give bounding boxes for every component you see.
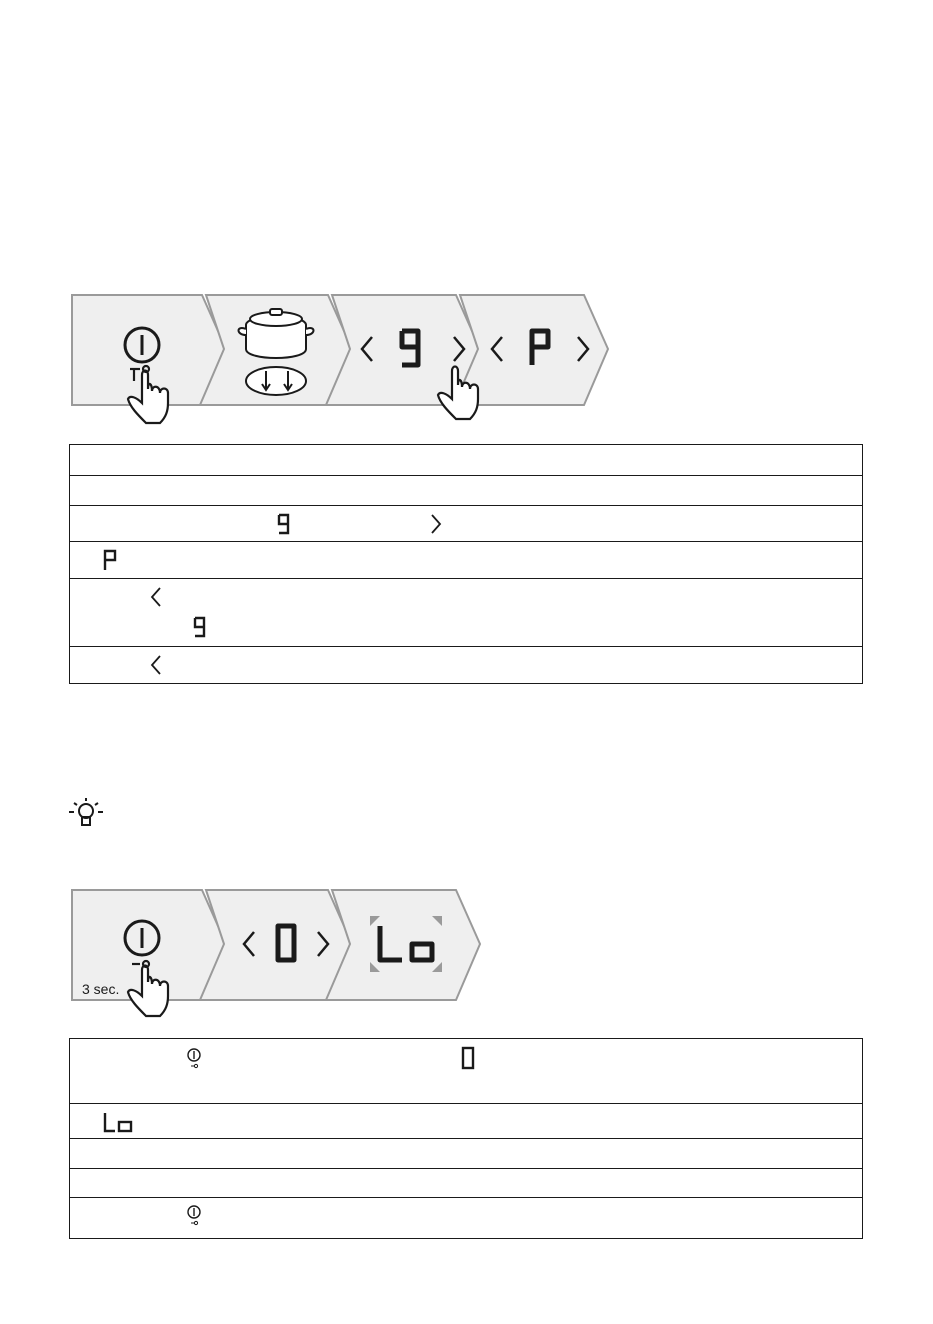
table-row — [70, 541, 862, 578]
pot-on-zone-icon — [239, 309, 314, 395]
chevron-left-icon — [148, 585, 164, 609]
table-row — [70, 578, 862, 646]
steps-table-2 — [69, 1038, 863, 1239]
table-row — [70, 1168, 862, 1197]
steps-table-1 — [69, 444, 863, 684]
power-icon — [186, 1047, 202, 1069]
seven-seg-lo — [102, 1110, 134, 1134]
strip2-panel-lo — [326, 890, 480, 1000]
table-row — [70, 1197, 862, 1237]
hold-duration-label: 3 sec. — [82, 981, 120, 997]
table-row — [70, 1138, 862, 1168]
seven-seg-digit-9 — [192, 615, 208, 639]
lightbulb-icon — [66, 796, 106, 832]
instruction-strip-2 — [60, 880, 500, 1030]
seven-seg-letter-p — [102, 548, 118, 572]
instruction-strip-1 — [60, 285, 620, 435]
table-row — [70, 505, 862, 541]
seven-seg-digit-9 — [276, 512, 292, 536]
table-row — [70, 475, 862, 505]
table-row — [70, 1039, 862, 1103]
seven-seg-digit-0 — [460, 1045, 476, 1071]
chevron-right-icon — [428, 512, 444, 536]
chevron-left-icon — [148, 653, 164, 677]
power-icon — [186, 1204, 202, 1226]
table-row — [70, 1103, 862, 1138]
table-row — [70, 445, 862, 475]
table-row — [70, 646, 862, 682]
